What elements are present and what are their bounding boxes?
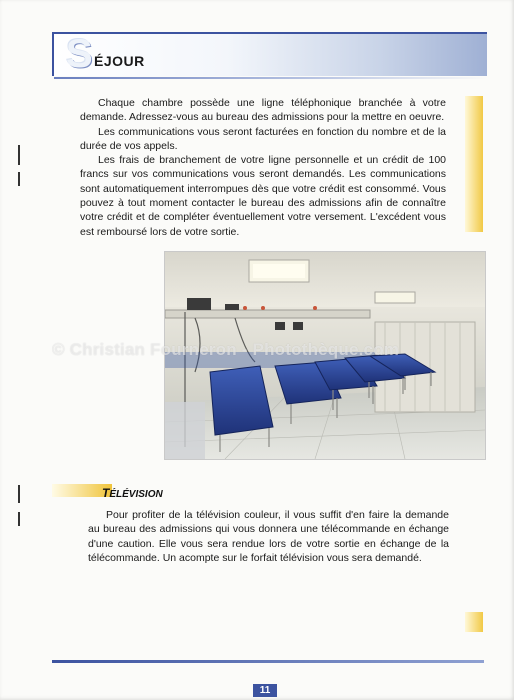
paragraph: Les frais de branchement de votre ligne personnelle et un crédit de 100 francs sur vos communications vous seront demandés. Les communications sont automatiquement interrompues dès que votre crédit est consommé. Vous pouvez à tout moment contacter le bureau des admissions afin de connaître votre crédit et de compléter éventuellement votre versement. L'excédent vous est remboursé lors de votre sortie. <box>80 154 446 238</box>
section-title-rest: ÉLÉVISION <box>109 489 163 500</box>
television-text <box>88 508 449 565</box>
yellow-accent-bar <box>465 612 483 632</box>
section-title-television <box>102 486 163 500</box>
margin-mark <box>18 172 20 186</box>
margin-mark <box>18 485 20 503</box>
margin-mark <box>18 145 20 165</box>
paragraph: Les communications vous seront facturées en fonction du nombre et de la durée de vos appels. <box>80 125 446 152</box>
footer-rule <box>52 660 484 663</box>
paragraph: Chaque chambre possède une ligne téléphonique branchée à votre demande. Adressez-vous au bureau des admissions pour la mettre en oeuvre. <box>80 97 446 124</box>
telephone-text <box>80 96 446 239</box>
page-title: ÉJOUR <box>94 53 145 69</box>
yellow-accent-bar <box>465 96 483 232</box>
section-title-cap: T <box>102 486 110 500</box>
photo-watermark: © Christian Fourneron - Photothèque.com <box>52 340 400 359</box>
margin-mark <box>18 512 20 526</box>
title-drop-letter: S <box>66 32 93 76</box>
page-number: 11 <box>253 684 277 697</box>
paragraph: Pour profiter de la télévision couleur, il vous suffit d'en faire la demande au bureau des admissions qui vous donnera une télécommande en échange d'une caution. Elle vous sera rendue lors de votre sortie en échange de la télécommande. Un acompte sur le forfait télévision vous sera demandé. <box>88 509 449 564</box>
